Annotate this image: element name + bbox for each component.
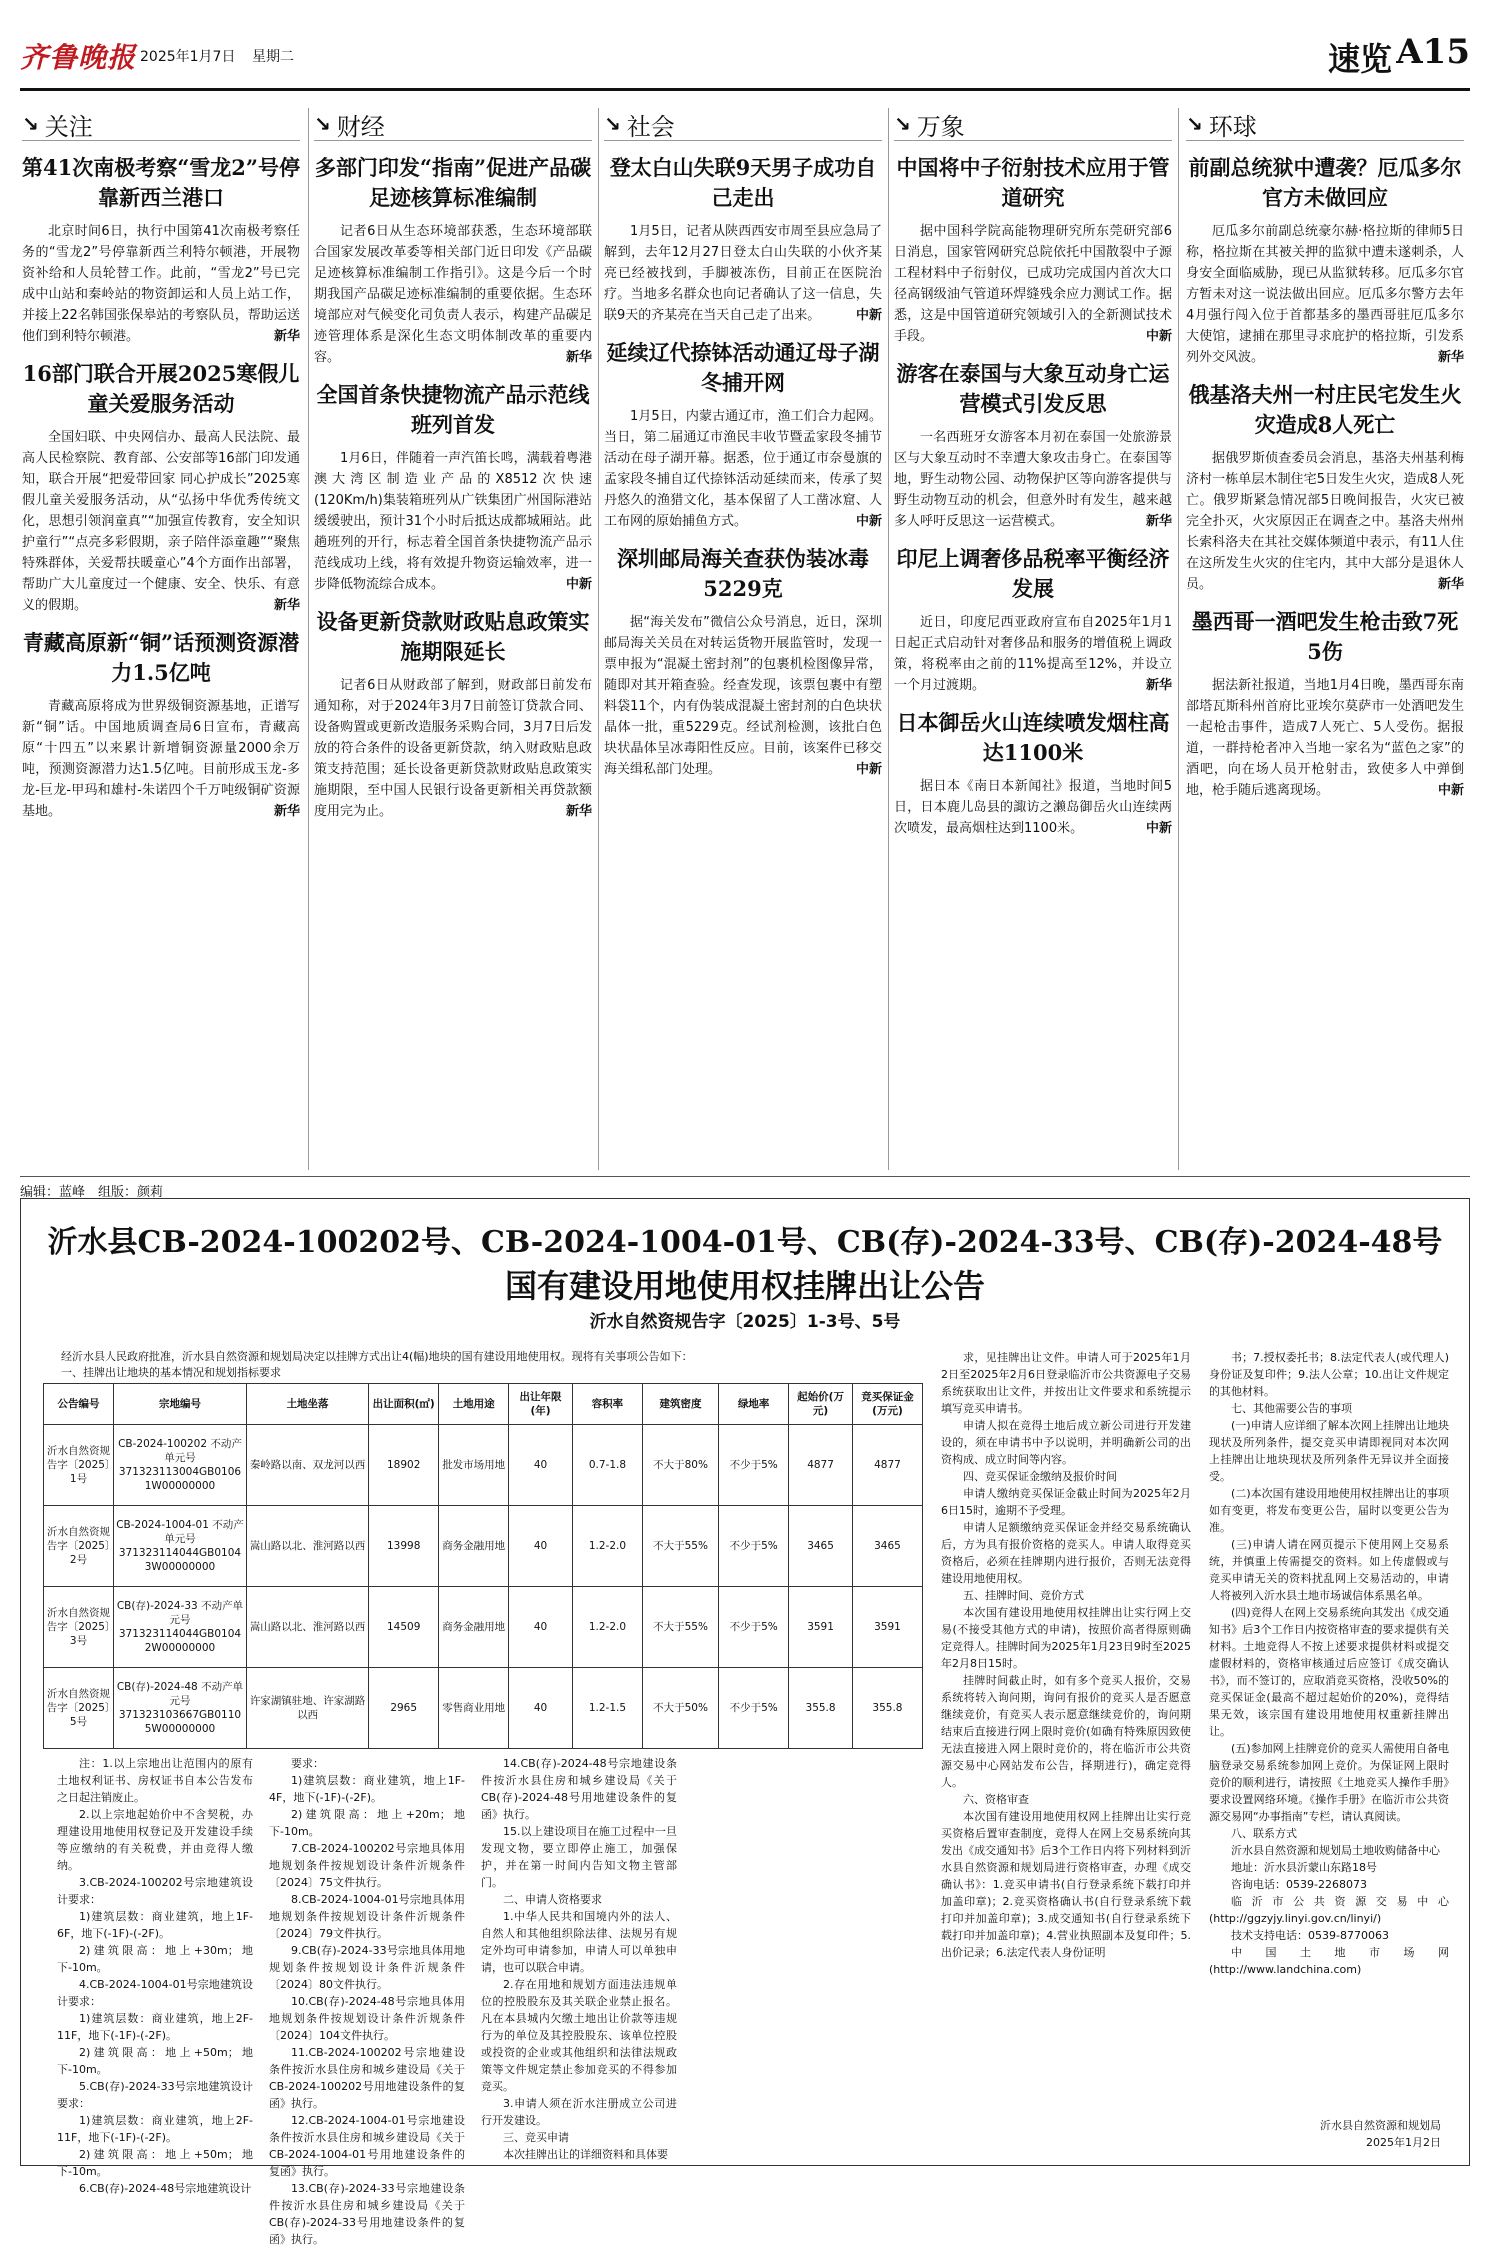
article-body: 1月5日，内蒙古通辽市，渔工们合力起网。当日，第二届通辽市渔民丰收节暨孟家段冬捕节活动在母子湖开幕。据悉，位于通辽市奈曼旗的孟家段冬捕自辽代捺钵活动延续而来，传承了契丹悠久的渔猎文化，基本保留了人工凿冰窟、人工布网的原始捕鱼方式。 中新 [604,406,882,532]
column-shehui [604,108,882,1178]
article-body: 据中国科学院高能物理研究所东莞研究部6日消息，国家管网研究总院依托中国散裂中子源工程材料中子衍射仪，已成功完成国内首次大口径高钢级油气管道环焊缝残余应力测试工作。据悉，这是中国管道研究领域引入的全新测试技术手段。 中新 [894,221,1172,347]
article [894,359,1172,532]
article-source: 新华 [1145,514,1172,529]
article-headline[interactable]: 日本御岳火山连续喷发烟柱高达1100米 [896,710,1170,765]
article-source: 新华 [1437,350,1464,365]
newspaper-logo: 齐鲁晚报 [20,41,137,74]
column-wanxiang [894,108,1172,1178]
article-source: 新华 [565,804,592,819]
article-body: 据俄罗斯侦查委员会消息，基洛夫州基利梅济村一栋单层木制住宅5日发生火灾，造成8人死亡。俄罗斯紧急情况部5日晚间报告，火灾已被完全扑灭，火灾原因正在调查之中。基洛夫州州长索科洛夫在其社交媒体频道中表示，有11人住在这所发生火灾的住宅内，其中大部分是退休人员。 新华 [1186,448,1464,595]
table-header: 建筑密度 [642,1384,718,1425]
notice-intro: 经沂水县人民政府批准，沂水县自然资源和规划局决定以挂牌方式出让4(幅)地块的国有建设用地使用权。现将有关事项公告如下： 一、挂牌出让地块的基本情况和规划指标要求 [61,1350,693,1379]
table-header-row [44,1384,923,1425]
article-body: 据法新社报道，当地1月4日晚，墨西哥东南部塔瓦斯科州首府比亚埃尔莫萨市一处酒吧发生一起枪击事件，造成7人死亡、5人受伤。据报道，一群持枪者冲入当地一家名为“蓝色之家”的酒吧，向在场人员开枪射击，致使多人中弹倒地，枪手随后逃离现场。 中新 [1186,675,1464,801]
arrow-icon: ↘ [1186,112,1203,136]
article-headline[interactable]: 多部门印发“指南”促进产品碳足迹核算标准编制 [314,155,592,210]
article [604,338,882,532]
table-header: 竞买保证金(万元) [852,1384,922,1425]
article-source: 中新 [565,577,592,592]
article [604,544,882,780]
issue-weekday: 星期二 [252,49,294,65]
article-source: 新华 [273,329,300,344]
column-header: ↘ 社会 [604,108,882,141]
article-headline[interactable]: 青藏高原新“铜”话预测资源潜力1.5亿吨 [22,630,300,685]
article-headline[interactable]: 设备更新贷款财政贴息政策实施期限延长 [316,609,590,664]
arrow-icon: ↘ [314,112,331,136]
table-header: 出让面积(㎡) [369,1384,439,1425]
article-body: 1月6日，伴随着一声汽笛长鸣，满载着粤港澳大湾区制造业产品的X8512次快速(120Km/h)集装箱班列从广铁集团广州国际港站缓缓驶出，预计31个小时后抵达成都城厢站。此趟班列的开行，标志着全国首条快捷物流产品示范线成功上线，将有效提升物资运输效率，进一步降低物流综合成本。 中新 [314,448,592,595]
article-headline[interactable]: 登太白山失联9天男子成功自己走出 [609,155,877,210]
table-header: 绿地率 [719,1384,789,1425]
article [314,380,592,595]
article [314,607,592,822]
article-source: 中新 [1145,821,1172,836]
arrow-icon: ↘ [22,112,39,136]
article-headline[interactable]: 墨西哥一酒吧发生枪击致7死5伤 [1191,609,1459,664]
issue-date: 2025年1月7日 [140,49,236,65]
article [314,153,592,368]
table-header: 起始价(万元) [789,1384,853,1425]
article-headline[interactable]: 16部门联合开展2025寒假儿童关爱服务活动 [22,361,300,416]
article-source: 新华 [273,598,300,613]
article-headline[interactable]: 中国将中子衍射技术应用于管道研究 [896,155,1170,210]
notice-rules-col5: 书；7.授权委托书；8.法定代表人(或代理人)身份证及复印件；9.法人公章；10.出让文件规定的其他材料。 七、其他需要公告的事项 (一)申请人应详细了解本次网上挂牌出让地块现状及所列条件，提交竞买申请即视同对本次网上挂牌出让地块现状及所列条件无异议并全面接受。 (二)本次国有建设用地使用权挂牌出让的事项如有变更，将发布变更公告，届时以变更公告为准。 (三)申请人请在网页提示下使用网上交易系统，并慎重上传需提交的资料。如上传虚假或与竞买申请无关的资料扰乱网上交易活动的，申请人将被列入沂水县土地市场诚信体系黑名单。 (四)竞得人在网上交易系统向其发出《成交通知书》后3个工作日内按资格审查的要求提供有关材料。土地竞得人不按上述要求提供材料或提交虚假材料的，资格审核通过后应签订《成交确认书》，而不签订的，应取消竞买资格，没收50%的竞买保证金(最高不超过起始价的20%)，竞得结果无效，该宗国有建设用地使用权重新挂牌出让。 (五)参加网上挂牌竞价的竞买人需使用自备电脑登录交易系统参加网上竞价。为保证网上限时竞价的顺利进行，请按照《土地竞买人操作手册》要求设置网络环境。《操作手册》在临沂市公共资源交易网“办事指南”专栏，请认真阅读。 八、联系方式 沂水县自然资源和规划局土地收购储备中心 地址：沂水县沂蒙山东路18号 咨询电话：0539-2268073 临沂市公共资源交易中心(http://ggzyjy.linyi.gov.cn/linyi/) 技术支持电话：0539-8770063 中国土地市场网(http://www.landchina.com) [1209,1351,1449,1976]
article [894,708,1172,839]
article-body: 近日，印度尼西亚政府宣布自2025年1月1日起正式启动针对奢侈品和服务的增值税上调政策，将税率由之前的11%提高至12%，并设立一个月过渡期。 新华 [894,612,1172,696]
article [604,153,882,326]
article-headline[interactable]: 第41次南极考察“雪龙2”号停靠新西兰港口 [22,155,300,210]
column-header: ↘ 环球 [1186,108,1464,141]
article-source: 新华 [273,804,300,819]
column-divider [308,108,309,1170]
masthead-rule [20,88,1470,91]
column-header: ↘ 财经 [314,108,592,141]
column-header: ↘ 关注 [22,108,300,141]
article-body: 北京时间6日，执行中国第41次南极考察任务的“雪龙2”号停靠新西兰利特尔顿港，开展物资补给和人员轮替工作。此前，“雪龙2”号已完成中山站和秦岭站的物资卸运和人员上站工作，并接上22名韩国张保皋站的考察队员，帮助运送他们到利特尔顿港。 新华 [22,221,300,347]
editor-credits: 编辑：蓝峰 组版：颜莉 [20,1176,1470,1200]
article-headline[interactable]: 俄基洛夫州一村庄民宅发生火灾造成8人死亡 [1188,382,1462,437]
article-body: 厄瓜多尔前副总统豪尔赫·格拉斯的律师5日称，格拉斯在其被关押的监狱中遭未遂刺杀，人身安全面临威胁，现已从监狱转移。厄瓜多尔官方暂未对这一说法做出回应。厄瓜多尔警方去年4月强行闯入位于首都基多的墨西哥驻厄瓜多尔大使馆，逮捕在那里寻求庇护的格拉斯，引发系列外交风波。 新华 [1186,221,1464,368]
page-number: A15 [1396,32,1470,72]
article-body: 全国妇联、中央网信办、最高人民法院、最高人民检察院、教育部、公安部等16部门印发通知，联合开展“把爱带回家 同心护成长”2025寒假儿童关爱服务活动，从“弘扬中华优秀传统文化，思想引领润童真”“加强宣传教育，安全知识护童行”“点亮多彩假期，亲子陪伴添童趣”“聚焦特殊群体，关爱帮扶暖童心”4个方面作出部署，帮助广大儿童度过一个健康、安全、快乐、有意义的假期。 新华 [22,427,300,616]
article-body: 据日本《南日本新闻社》报道，当地时间5日，日本鹿儿岛县的諏访之濑岛御岳火山连续两次喷发，最高烟柱达到1100米。 中新 [894,776,1172,839]
article-headline[interactable]: 印尼上调奢侈品税率平衡经济发展 [896,546,1170,601]
table-header: 土地坐落 [246,1384,368,1425]
article [22,359,300,616]
article [894,153,1172,347]
arrow-icon: ↘ [604,112,621,136]
article-headline[interactable]: 全国首条快捷物流产品示范线班列首发 [316,382,590,437]
table-row: 沂水自然资规告字〔2025〕3号 CB(存)-2024-33 不动产单元号 371323114044GB0104 2W00000000 嵩山路以北、淮河路以西 14509 商务金融用地 40 1.2-2.0 不大于55% 不少于5% 3591 3591 [44,1587,923,1668]
article-body: 青藏高原将成为世界级铜资源基地，正谱写新“铜”话。中国地质调查局6日宣布，青藏高原“十四五”以来累计新增铜资源量2000余万吨，预测资源潜力达1.5亿吨。目前形成玉龙-多龙-巨龙-甲玛和雄村-朱诺四个千万吨级铜矿资源基地。 新华 [22,696,300,822]
article [1186,380,1464,595]
notice-title: 沂水县CB-2024-100202号、CB-2024-1004-01号、CB(存)-2024-33号、CB(存)-2024-48号 [47,1225,1443,1260]
article [1186,607,1464,801]
notice-title-main: 国有建设用地使用权挂牌出让公告 [504,1267,985,1305]
article-body: 记者6日从生态环境部获悉，生态环境部联合国家发展改革委等相关部门近日印发《产品碳足迹核算标准编制工作指引》。这是今后一个时期我国产品碳足迹标准编制的重要依据。生态环境部应对气候变化司负责人表示，构建产品碳足迹管理体系是深化生态文明体制改革的重要内容。 新华 [314,221,592,368]
column-divider [598,108,599,1170]
table-row: 沂水自然资规告字〔2025〕2号 CB-2024-1004-01 不动产单元号 371323114044GB0104 3W00000000 嵩山路以北、淮河路以西 13998 商务金融用地 40 1.2-2.0 不大于55% 不少于5% 3465 3465 [44,1506,923,1587]
arrow-icon: ↘ [894,112,911,136]
table-row: 沂水自然资规告字〔2025〕1号 CB-2024-100202 不动产单元号 371323113004GB0106 1W00000000 秦岭路以南、双龙河以西 18902 批发市场用地 40 0.7-1.8 不大于80% 不少于5% 4877 4877 [44,1425,923,1506]
notice-signature: 沂水县自然资源和规划局 2025年1月2日 [1320,2119,1441,2149]
notice-notes-col1: 注：1.以上宗地出让范围内的原有土地权利证书、房权证书自本公告发布之日起注销废止。 2.以上宗地起始价中不含契税，办理建设用地使用权登记及开发建设手续等应缴纳的有关税费，并由竞得人缴纳。 3.CB-2024-100202号宗地建筑设计要求： 1)建筑层数：商业建筑，地上1F-6F，地下(-1F)-(-2F)。 2)建筑限高：地上+30m；地下-10m。 4.CB-2024-1004-01号宗地建筑设计要求： 1)建筑层数：商业建筑，地上2F-11F，地下(-1F)-(-2F)。 2)建筑限高：地上+50m；地下-10m。 5.CB(存)-2024-33号宗地建筑设计要求： 1)建筑层数：商业建筑，地上2F-11F，地下(-1F)-(-2F)。 2)建筑限高：地上+50m；地下-10m。 6.CB(存)-2024-48号宗地建筑设计 [57,1757,253,2195]
article-body: 据“海关发布”微信公众号消息，近日，深圳邮局海关关员在对转运货物开展监管时，发现一票申报为“混凝土密封剂”的包裹机检图像异常，随即对其开箱查验。经查发现，该票包裹中有塑料袋11个，内有伪装成混凝土密封剂的白色块状晶体一批，重5229克。经试剂检测，该批白色块状晶体呈冰毒阳性反应。目前，该案件已移交海关缉私部门处理。 中新 [604,612,882,780]
table-row: 沂水自然资规告字〔2025〕5号 CB(存)-2024-48 不动产单元号 371323103667GB0110 5W00000000 许家湖镇驻地、许家湖路以西 2965 零售商业用地 40 1.2-1.5 不大于50% 不少于5% 355.8 355.8 [44,1668,923,1749]
notice-notes-col2: 要求： 1)建筑层数：商业建筑，地上1F-4F，地下(-1F)-(-2F)。 2)建筑限高：地上+20m；地下-10m。 7.CB-2024-100202号宗地具体用地规划条件按规划设计条件沂规条件〔2024〕75文件执行。 8.CB-2024-1004-01号宗地具体用地规划条件按规划设计条件沂规条件〔2024〕79文件执行。 9.CB(存)-2024-33号宗地具体用地规划条件按规划设计条件沂规条件〔2024〕80文件执行。 10.CB(存)-2024-48号宗地具体用地规划条件按规划设计条件沂规条件〔2024〕104文件执行。 11.CB-2024-100202号宗地建设条件按沂水县住房和城乡建设局《关于CB-2024-100202号用地建设条件的复函》执行。 12.CB-2024-1004-01号宗地建设条件按沂水县住房和城乡建设局《关于CB-2024-1004-01号用地建设条件的复函》执行。 13.CB(存)-2024-33号宗地建设条件按沂水县住房和城乡建设局《关于CB(存)-2024-33号用地建设条件的复函》执行。 [269,1757,465,2246]
notice-subtitle: 沂水自然资规告字〔2025〕1-3号、5号 [589,1312,901,1332]
table-header: 土地用途 [439,1384,509,1425]
article-body: 记者6日从财政部了解到，财政部日前发布通知称，对于2024年3月7日前签订贷款合同、设备购置或更新改造服务采购合同，3月7日后发放的符合条件的设备更新贷款，纳入财政贴息政策支持范围；延长设备更新贷款财政贴息政策实施期限，至中国人民银行设备更新相关再贷款额度用完为止。 新华 [314,675,592,822]
land-parcel-table [43,1383,923,1749]
article [22,153,300,347]
table-header: 容积率 [572,1384,642,1425]
column-header: ↘ 万象 [894,108,1172,141]
column-huanqiu [1186,108,1464,1178]
article-body: 一名西班牙女游客本月初在泰国一处旅游景区与大象互动时不幸遭大象攻击身亡。在泰国等地，野生动物公园、动物保护区等向游客提供与野生动物互动的机会，但意外时有发生，越来越多人呼吁反思这一运营模式。 新华 [894,427,1172,532]
column-divider [888,108,889,1170]
table-header: 公告编号 [44,1384,114,1425]
column-guanzhu [22,108,300,1178]
article-headline[interactable]: 延续辽代捺钵活动通辽母子湖冬捕开网 [606,340,880,395]
article-source: 新华 [1145,678,1172,693]
article-source: 中新 [855,308,882,323]
article-source: 中新 [855,514,882,529]
table-header: 宗地编号 [114,1384,247,1425]
article-source: 中新 [1145,329,1172,344]
article-source: 新华 [565,350,592,365]
table-header: 出让年限(年) [509,1384,573,1425]
article-source: 新华 [1437,577,1464,592]
article-source: 中新 [855,762,882,777]
section-name: 速览 [1327,40,1392,78]
article [1186,153,1464,368]
article-headline[interactable]: 深圳邮局海关查获伪装冰毒5229克 [617,546,869,601]
column-divider [1178,108,1179,1170]
notice-rules-col4: 求，见挂牌出让文件。申请人可于2025年1月2日至2025年2月6日登录临沂市公共资源电子交易系统获取出让文件，并按出让文件要求和系统提示填写竞买申请书。 申请人拟在竞得土地后成立新公司进行开发建设的，须在申请书中予以说明，并明确新公司的出资构成、成立时间等内容。 四、竞买保证金缴纳及报价时间 申请人缴纳竞买保证金截止时间为2025年2月6日15时，逾期不予受理。 申请人足额缴纳竞买保证金并经交易系统确认后，方为具有报价资格的竞买人。申请人取得竞买资格后，必须在挂牌期内进行报价，否则无法竞得建设用地使用权。 五、挂牌时间、竞价方式 本次国有建设用地使用权挂牌出让实行网上交易(不接受其他方式的申请)，按照价高者得原则确定竞得人。挂牌时间为2025年1月23日9时至2025年2月8日15时。 挂牌时间截止时，如有多个竞买人报价，交易系统将转入询问期，询问有报价的竞买人是否愿意继续竞价，有竞买人表示愿意继续竞价的，询问期结束后直接进行网上限时竞价(如确有特殊原因致使无法直接进入网上限时竞价的，将在临沂市公共资源交易中心网站发布公告，择期进行)，确定竞得人。 六、资格审查 本次国有建设用地使用权网上挂牌出让实行竞买资格后置审查制度，竞得人在网上交易系统向其发出《成交通知书》后3个工作日内将下列材料到沂水县自然资源和规划局进行资格审查，办理《成交确认书》：1.竞买申请书(自行登录系统下载打印并加盖印章)；2.竞买资格确认书(自行登录系统下载打印并加盖印章)；3.成交通知书(自行登录系统下载打印并加盖印章)；4.营业执照副本及复印件；5.出价记录；6.法定代表人身份证明 [941,1351,1191,1959]
column-caijing [314,108,592,1178]
article-source: 中新 [1437,783,1464,798]
article-headline[interactable]: 游客在泰国与大象互动身亡运营模式引发反思 [896,361,1170,416]
article-headline[interactable]: 前副总统狱中遭袭？厄瓜多尔官方未做回应 [1188,155,1462,210]
land-auction-notice [20,1198,1470,2246]
article [22,628,300,822]
article [894,544,1172,696]
masthead [20,28,1470,90]
notice-notes-col3: 14.CB(存)-2024-48号宗地建设条件按沂水县住房和城乡建设局《关于CB(存)-2024-48号用地建设条件的复函》执行。 15.以上建设项目在施工过程中一旦发现文物，要立即停止施工，加强保护，并在第一时间内告知文物主管部门。 二、申请人资格要求 1.中华人民共和国境内外的法人、自然人和其他组织除法律、法规另有规定外均可申请参加，申请人可以单独申请，也可以联合申请。 2.存在用地和规划方面违法违规单位的控股股东及其关联企业禁止报名。凡在本县城内欠缴土地出让价款等违规行为的单位及其控股股东、该单位控股或投资的企业或其他组织和法律法规政策等文件规定禁止参加竞买的不得参加竞买。 3.申请人须在沂水注册成立公司进行开发建设。 三、竞买申请 本次挂牌出让的详细资料和具体要 [481,1757,677,2161]
article-body: 1月5日，记者从陕西西安市周至县应急局了解到，去年12月27日登太白山失联的小伙齐某亮已经被找到，手脚被冻伤，目前正在医院治疗。当地多名群众也向记者确认了这一信息，失联9天的齐某亮在当天自己走了出来。 中新 [604,221,882,326]
